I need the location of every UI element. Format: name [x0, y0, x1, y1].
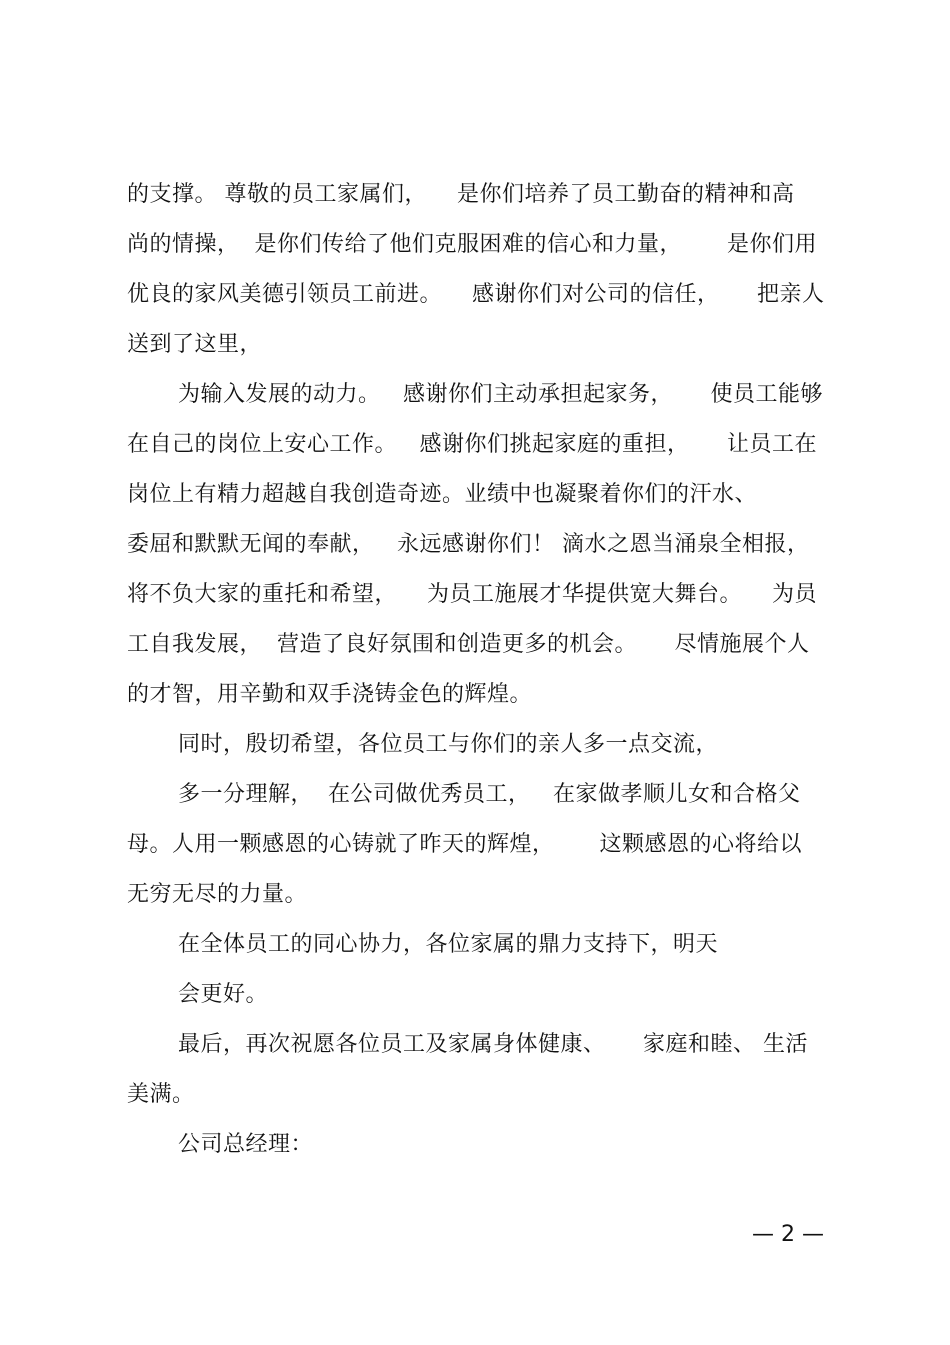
page-number: — 2 —: [752, 1222, 824, 1247]
text-line-15: 无穷无尽的力量。: [127, 882, 308, 907]
text-line-14: 母。人用一颗感恩的心铸就了昨天的辉煌， 这颗感恩的心将给以: [127, 832, 802, 857]
text-line-11: 的才智，用辛勤和双手浇铸金色的辉煌。: [127, 682, 533, 707]
text-line-1: 的支撑。 尊敬的员工家属们， 是你们培养了员工勤奋的精神和高: [127, 182, 795, 207]
text-line-7: 岗位上有精力超越自我创造奇迹。业绩中也凝聚着你们的汗水、: [127, 482, 758, 507]
text-line-9: 将不负大家的重托和希望， 为员工施展才华提供宽大舞台。 为员: [127, 582, 817, 607]
text-line-12: 同时，殷切希望，各位员工与你们的亲人多一点交流，: [178, 732, 719, 757]
text-line-17: 会更好。: [178, 982, 269, 1007]
text-line-18: 最后，再次祝愿各位员工及家属身体健康、 家庭和睦、 生活: [178, 1032, 808, 1057]
text-line-13: 多一分理解， 在公司做优秀员工， 在家做孝顺儿女和合格父: [178, 782, 801, 807]
text-line-16: 在全体员工的同心协力，各位家属的鼎力支持下，明天: [178, 932, 719, 957]
text-line-3: 优良的家风美德引领员工前进。 感谢你们对公司的信任， 把亲人: [127, 282, 825, 307]
text-line-6: 在自己的岗位上安心工作。 感谢你们挑起家庭的重担， 让员工在: [127, 432, 817, 457]
text-line-10: 工自我发展， 营造了良好氛围和创造更多的机会。 尽情施展个人: [127, 632, 810, 657]
text-line-2: 尚的情操， 是你们传给了他们克服困难的信心和力量， 是你们用: [127, 232, 817, 257]
text-line-8: 委屈和默默无闻的奉献， 永远感谢你们！ 滴水之恩当涌泉全相报，: [127, 532, 810, 557]
text-line-5: 为输入发展的动力。 感谢你们主动承担起家务， 使员工能够: [178, 382, 823, 407]
text-line-20: 公司总经理：: [178, 1132, 314, 1157]
text-line-4: 送到了这里，: [127, 332, 263, 357]
text-line-19: 美满。: [127, 1082, 195, 1107]
